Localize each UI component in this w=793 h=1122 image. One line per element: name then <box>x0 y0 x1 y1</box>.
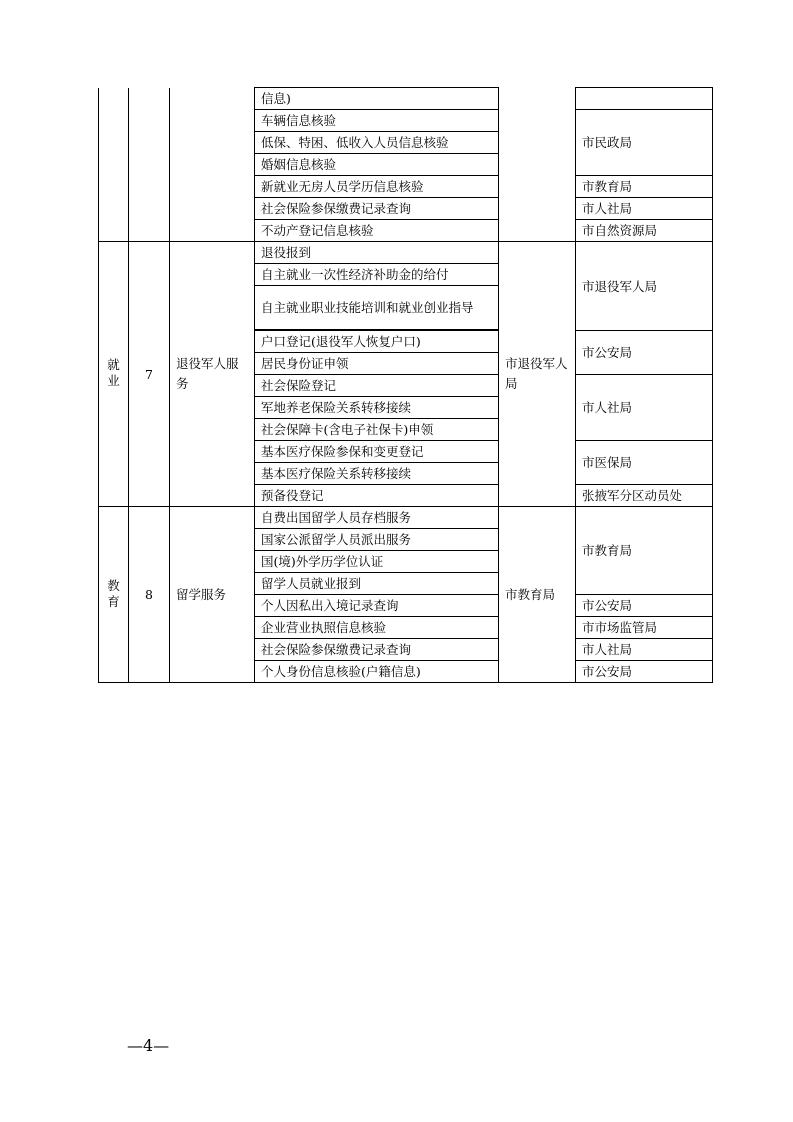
number-cell: 7 <box>129 242 170 507</box>
item-cell: 社会保险参保缴费记录查询 <box>255 639 499 661</box>
dept-cell: 市自然资源局 <box>576 220 713 242</box>
item-cell: 信息) <box>255 88 499 110</box>
item-cell: 户口登记(退役军人恢复户口) <box>255 331 499 353</box>
category-label: 就业 <box>107 357 120 388</box>
item-cell: 国家公派留学人员派出服务 <box>255 529 499 551</box>
item-cell: 社会保障卡(含电子社保卡)申领 <box>255 419 499 441</box>
lead-dept-cell: 市教育局 <box>499 507 576 683</box>
category-cell <box>99 88 129 242</box>
dept-cell: 市人社局 <box>576 198 713 220</box>
page-number: —4— <box>127 1036 170 1055</box>
number-cell <box>129 88 170 242</box>
table-main <box>98 241 713 683</box>
category-cell-employment <box>99 242 129 507</box>
item-cell: 预备役登记 <box>255 485 499 507</box>
item-cell: 婚姻信息核验 <box>255 154 499 176</box>
item-cell: 企业营业执照信息核验 <box>255 617 499 639</box>
dept-cell: 市公安局 <box>576 661 713 683</box>
category-cell-education <box>99 507 129 683</box>
item-cell: 军地养老保险关系转移接续 <box>255 397 499 419</box>
dept-cell: 张掖军分区动员处 <box>576 485 713 507</box>
service-cell: 留学服务 <box>170 507 255 683</box>
lead-dept-cell <box>499 88 576 242</box>
dept-cell: 市民政局 <box>576 110 713 176</box>
table-section-continued <box>98 87 713 242</box>
item-cell: 社会保险登记 <box>255 375 499 397</box>
item-cell: 自主就业职业技能培训和就业创业指导 <box>255 286 499 330</box>
item-cell: 新就业无房人员学历信息核验 <box>255 176 499 198</box>
item-cell: 不动产登记信息核验 <box>255 220 499 242</box>
dept-cell: 市教育局 <box>576 507 713 595</box>
item-cell: 社会保险参保缴费记录查询 <box>255 198 499 220</box>
table-row <box>99 242 713 264</box>
dept-cell: 市医保局 <box>576 441 713 485</box>
table-row <box>99 88 713 110</box>
dept-cell: 市人社局 <box>576 639 713 661</box>
item-cell: 基本医疗保险关系转移接续 <box>255 463 499 485</box>
item-cell: 居民身份证申领 <box>255 353 499 375</box>
number-cell: 8 <box>129 507 170 683</box>
dept-cell: 市市场监管局 <box>576 617 713 639</box>
item-cell: 自主就业一次性经济补助金的给付 <box>255 264 499 286</box>
service-cell: 退役军人服务 <box>170 242 255 507</box>
item-cell: 退役报到 <box>255 242 499 264</box>
item-cell: 留学人员就业报到 <box>255 573 499 595</box>
table-row <box>99 507 713 529</box>
dept-cell: 市人社局 <box>576 375 713 441</box>
item-cell: 个人身份信息核验(户籍信息) <box>255 661 499 683</box>
service-cell <box>170 88 255 242</box>
item-cell: 自费出国留学人员存档服务 <box>255 507 499 529</box>
dept-cell: 市公安局 <box>576 595 713 617</box>
item-cell: 低保、特困、低收入人员信息核验 <box>255 132 499 154</box>
item-cell: 个人因私出入境记录查询 <box>255 595 499 617</box>
item-cell: 基本医疗保险参保和变更登记 <box>255 441 499 463</box>
dept-cell: 市公安局 <box>576 331 713 375</box>
dept-cell: 市退役军人局 <box>576 242 713 331</box>
dept-cell: 市教育局 <box>576 176 713 198</box>
category-label: 教育 <box>107 577 120 609</box>
lead-dept-cell: 市退役军人局 <box>499 242 576 507</box>
dept-cell <box>576 88 713 110</box>
item-cell: 国(境)外学历学位认证 <box>255 551 499 573</box>
item-cell: 车辆信息核验 <box>255 110 499 132</box>
